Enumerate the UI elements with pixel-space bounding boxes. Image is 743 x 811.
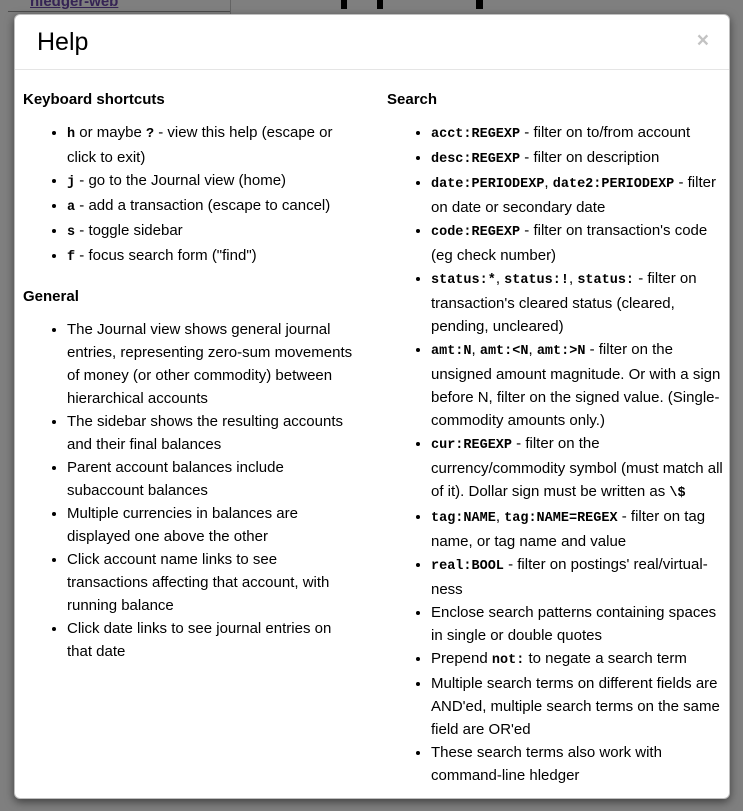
search-section [387,90,725,787]
list-item: • Prepend not: to negate a search term [431,647,725,672]
code-term: h [67,127,76,142]
list-item: • amt:N, amt:<N, amt:>N - filter on the unsigned amount magnitude. Or with a sign before N, filter on the signed value. (Single-commodity amounts only.) [431,338,725,432]
code-term: not: [491,653,525,668]
code-term: \$ [669,486,686,501]
code-term: status:! [504,273,569,288]
left-column [15,90,372,798]
section-heading-search: Search [387,91,438,108]
code-term: cur:REGEXP [431,438,513,453]
code-term: tag:NAME=REGEX [504,511,618,526]
code-term: s [67,225,76,240]
code-term: amt:<N [479,344,529,359]
help-modal [14,14,730,799]
search-list [387,121,725,787]
code-term: date2:PERIODEXP [552,177,675,192]
list-item: • code:REGEXP - filter on transaction's code (eg check number) [431,219,725,267]
keyboard-shortcuts-section [23,90,356,269]
list-item: • h or maybe ? - view this help (escape or click to exit) [67,121,356,169]
code-term: date:PERIODEXP [431,177,545,192]
section-heading-general: General [23,288,79,305]
list-item: • Enclose search patterns containing spaces in single or double quotes [431,601,725,647]
list-item: • The sidebar shows the resulting accounts and their final balances [67,410,356,456]
code-term: real:BOOL [431,559,504,574]
right-column [372,90,729,798]
list-item: • Multiple currencies in balances are displayed one above the other [67,502,356,548]
code-term: status: [577,273,635,288]
list-item: • cur:REGEXP - filter on the currency/commodity symbol (must match all of it). Dollar sign must be written as \$ [431,432,725,505]
list-item: • f - focus search form ("find") [67,244,356,269]
list-item: • tag:NAME, tag:NAME=REGEX - filter on tag name, or tag name and value [431,505,725,553]
list-item: • The Journal view shows general journal entries, representing zero-sum movements of money (or other commodity) between hierarchical accounts [67,318,356,410]
list-item: • s - toggle sidebar [67,219,356,244]
modal-header [15,15,729,70]
code-term: code:REGEXP [431,225,521,240]
list-item: • desc:REGEXP - filter on description [431,146,725,171]
code-term: tag:NAME [431,511,496,526]
list-item: • Click date links to see journal entries on that date [67,617,356,663]
code-term: j [67,175,76,190]
list-item: • Parent account balances include subaccount balances [67,456,356,502]
list-item: • j - go to the Journal view (home) [67,169,356,194]
list-item: • real:BOOL - filter on postings' real/virtual-ness [431,553,725,601]
code-term: amt:N [431,344,472,359]
code-term: desc:REGEXP [431,152,521,167]
list-item: • date:PERIODEXP, date2:PERIODEXP - filter on date or secondary date [431,171,725,219]
code-term: f [67,250,76,265]
list-item: • These search terms also work with command-line hledger [431,741,725,787]
general-section [23,287,356,663]
list-item: • acct:REGEXP - filter on to/from account [431,121,725,146]
list-item: • status:*, status:!, status: - filter on transaction's cleared status (cleared, pending, uncleared) [431,267,725,338]
close-button[interactable]: × [696,29,709,52]
code-term: status:* [431,273,496,288]
keyboard-shortcuts-list [23,121,356,269]
code-term: amt:>N [536,344,586,359]
list-item: • Click account name links to see transactions affecting that account, with running balance [67,548,356,617]
section-heading-keyboard-shortcuts: Keyboard shortcuts [23,91,165,108]
code-term: a [67,200,76,215]
modal-title: Help [37,28,89,56]
list-item: • a - add a transaction (escape to cancel) [67,194,356,219]
modal-body [15,70,729,799]
general-list [23,318,356,663]
code-term: acct:REGEXP [431,127,521,142]
code-term: ? [145,127,155,142]
list-item: • Multiple search terms on different fields are AND'ed, multiple search terms on the same field are OR'ed [431,672,725,741]
